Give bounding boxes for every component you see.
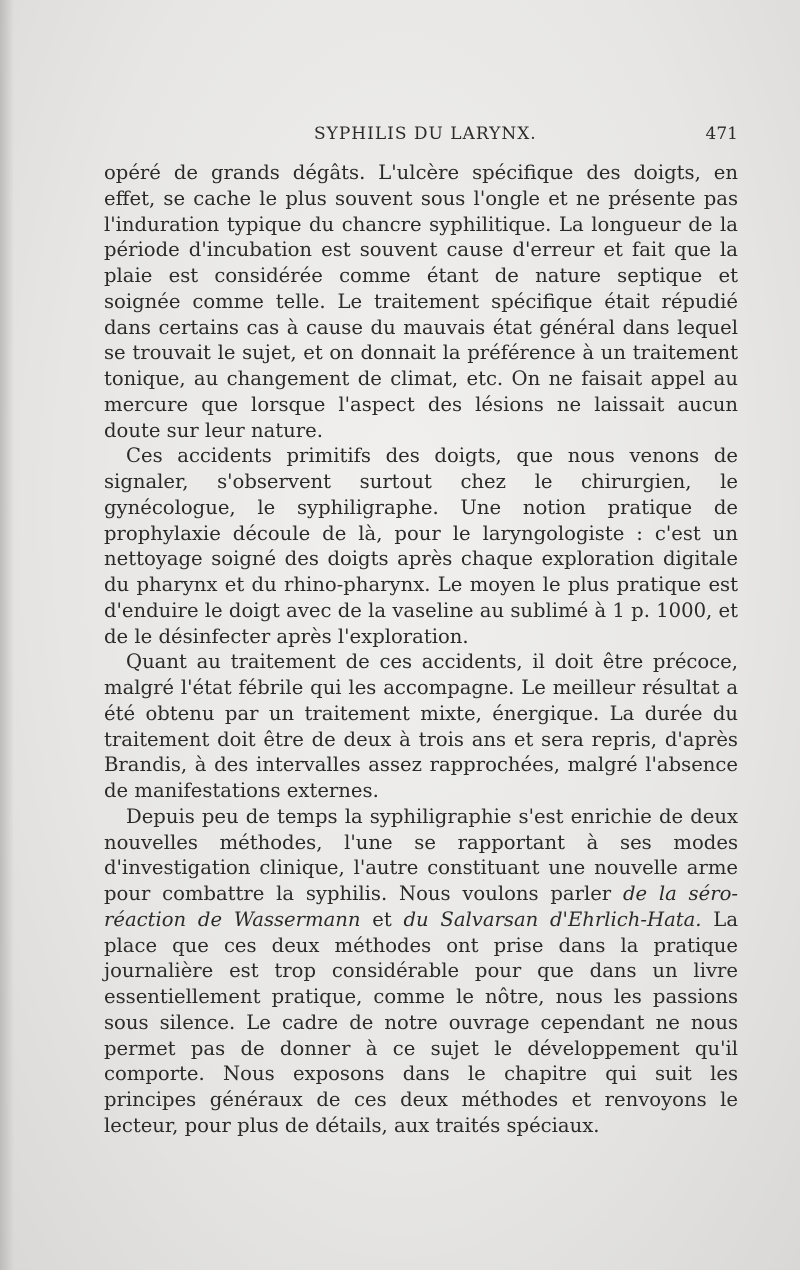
italic-salvarsan: du Salvarsan d'Ehrlich-Hata. bbox=[403, 907, 702, 931]
paragraph-1: opéré de grands dégâts. L'ulcère spécifique des doigts, en effet, se cache le plus souvent sous l'ongle et ne présente pas l'induration typique du chancre syphilitique. La longueur de la période d'incubation est souvent cause d'erreur et fait que la plaie est considérée comme étant de nature septique et soignée comme telle. Le traitement spécifique était répudié dans certains cas à cause du mauvais état général dans lequel se trouvait le sujet, et on donnait la préférence à un traitement tonique, au changement de climat, etc. On ne faisait appel au mercure que lorsque l'aspect des lésions ne laissait aucun doute sur leur nature. bbox=[104, 161, 738, 442]
body-text bbox=[104, 160, 738, 1139]
paragraph-4-part-3: La place que ces deux méthodes ont prise dans la pratique journalière est trop considérable pour que dans un livre essentiellement pratique, comme le nôtre, nous les passions sous silence. Le cadre de notre ouvrage cependant ne nous permet pas de donner à ce sujet le développement qu'il comporte. Nous exposons dans le chapitre qui suit les principes généraux de ces deux méthodes et renvoyons le lecteur, pour plus de détails, aux traités spéciaux. bbox=[104, 907, 738, 1137]
paragraph-4-part-1: Depuis peu de temps la syphiligraphie s'est enrichie de deux nouvelles méthodes, l'une se rapportant à ses modes d'investigation clinique, l'autre constituant une nouvelle arme pour combattre la syphilis. Nous voulons parler bbox=[104, 804, 738, 905]
page-gutter-shadow bbox=[0, 0, 14, 1270]
paragraph-2: Ces accidents primitifs des doigts, que nous venons de signaler, s'observent surtout chez le chirurgien, le gynécologue, le syphiligraphe. Une notion pratique de prophylaxie découle de là, pour le laryngologiste : c'est un nettoyage soigné des doigts après chaque exploration digitale du pharynx et du rhino-pharynx. Le moyen le plus pratique est d'enduire le doigt avec de la vaseline au sublimé à 1 p. 1000, et de le désinfecter après l'exploration. bbox=[104, 444, 738, 648]
italic-sero-reaction: de la séro-réaction de Wassermann bbox=[104, 882, 738, 931]
page-header bbox=[104, 124, 738, 148]
paragraph-4 bbox=[104, 804, 738, 1139]
paragraph-4-part-2: et bbox=[360, 907, 404, 931]
page-number: 471 bbox=[705, 124, 738, 144]
paragraph-3: Quant au traitement de ces accidents, il doit être précoce, malgré l'état fébrile qui les accompagne. Le meilleur résultat a été obtenu par un traitement mixte, énergique. La durée du traitement doit être de deux à trois ans et sera repris, d'après Brandis, à des intervalles assez rapprochées, malgré l'absence de manifestations externes. bbox=[104, 650, 738, 802]
running-title: SYPHILIS DU LARYNX. bbox=[314, 124, 537, 144]
